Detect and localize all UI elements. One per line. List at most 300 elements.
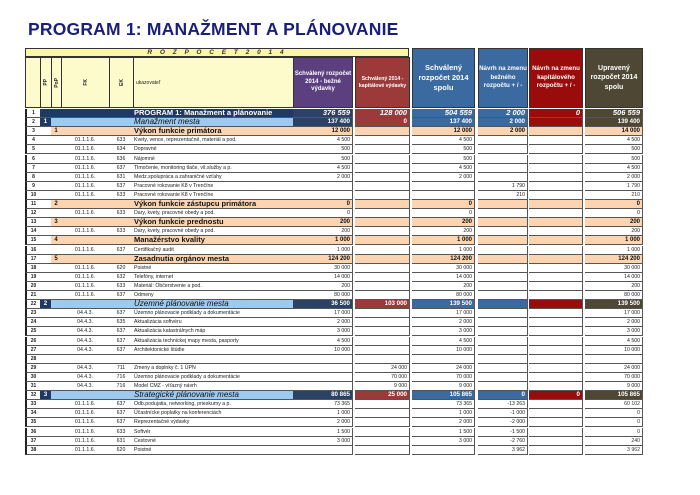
navrh-bezne-cell: -1 000 xyxy=(478,409,528,418)
ukazovatel-cell: Pracovné rokovanie K8 v Trenčíne xyxy=(133,182,294,191)
navrh-kapitalove-cell xyxy=(529,145,583,154)
upraveny-cell: 4 500 xyxy=(585,136,643,145)
table-row xyxy=(0,273,700,282)
navrh-bezne-cell xyxy=(478,164,528,173)
schvaleny-kapitalove-cell: 128 000 xyxy=(355,109,410,118)
navrh-bezne-cell xyxy=(478,309,528,318)
schvaleny-kapitalove-cell: 9 000 xyxy=(355,382,410,391)
ukazovatel-cell: Odb.podujatia, networking, prieskumy a p. xyxy=(133,400,294,409)
upraveny-cell: 105 865 xyxy=(585,391,643,400)
schvaleny-bezne-cell: 500 xyxy=(293,155,353,164)
schvaleny-spolu-cell: 3 000 xyxy=(412,437,475,446)
header-ukazovatel-label: ukazovateľ xyxy=(136,79,161,86)
navrh-kapitalove-cell xyxy=(529,446,583,455)
row-number: 28 xyxy=(25,355,41,364)
upraveny-cell: 14 000 xyxy=(585,273,643,282)
navrh-bezne-cell: 3 962 xyxy=(478,446,528,455)
ukazovatel-cell: Softvér xyxy=(133,428,294,437)
navrh-kapitalove-cell xyxy=(529,182,583,191)
ek-cell xyxy=(109,218,134,227)
row-number: 36 xyxy=(25,428,41,437)
schvaleny-bezne-cell: 3 000 xyxy=(293,327,353,336)
navrh-kapitalove-cell xyxy=(529,218,583,227)
schvaleny-bezne-cell: 200 xyxy=(293,227,353,236)
header-schvaleny-kapitalove-label: Schválený 2014 - kapitálové výdavky xyxy=(358,75,407,89)
ek-cell: 633 xyxy=(109,136,134,145)
schvaleny-kapitalove-cell: 25 000 xyxy=(355,391,410,400)
upraveny-cell xyxy=(585,355,643,364)
ek-cell: 633 xyxy=(109,227,134,236)
navrh-kapitalove-cell xyxy=(529,282,583,291)
navrh-bezne-cell xyxy=(478,246,528,255)
upraveny-cell: 4 500 xyxy=(585,164,643,173)
table-row xyxy=(0,227,700,236)
navrh-bezne-cell: -2 760 xyxy=(478,437,528,446)
fk-cell: 01.1.1.6. xyxy=(61,136,110,145)
fk-cell: 01.1.1.6. xyxy=(61,264,110,273)
ukazovatel-cell: Dopravné xyxy=(133,145,294,154)
navrh-bezne-cell: 2 000 xyxy=(478,109,528,118)
schvaleny-bezne-cell: 3 000 xyxy=(293,437,353,446)
schvaleny-spolu-cell: 30 000 xyxy=(412,264,475,273)
schvaleny-kapitalove-cell xyxy=(355,337,410,346)
ukazovatel-cell: PROGRAM 1: Manažment a plánovanie xyxy=(133,109,294,118)
table-row xyxy=(0,200,700,209)
schvaleny-bezne-cell xyxy=(293,446,353,455)
table-row xyxy=(0,264,700,273)
row-number: 8 xyxy=(25,173,41,182)
navrh-bezne-cell xyxy=(478,145,528,154)
header-fk xyxy=(61,57,110,108)
ek-cell: 637 xyxy=(109,327,134,336)
navrh-kapitalove-cell xyxy=(529,327,583,336)
schvaleny-bezne-cell: 500 xyxy=(293,145,353,154)
upraveny-cell: 139 400 xyxy=(585,118,643,127)
schvaleny-bezne-cell: 200 xyxy=(293,282,353,291)
upraveny-cell: 9 000 xyxy=(585,382,643,391)
fk-cell xyxy=(61,200,110,209)
header-navrh-bezne xyxy=(478,48,528,108)
ek-cell: 637 xyxy=(109,182,134,191)
table-row xyxy=(0,255,700,264)
ukazovatel-cell: Kvety, vence, reprezentačné, materiál a pod. xyxy=(133,136,294,145)
table-row xyxy=(0,127,700,136)
schvaleny-spolu-cell: 2 000 xyxy=(412,173,475,182)
row-number: 21 xyxy=(25,291,41,300)
navrh-bezne-cell xyxy=(478,346,528,355)
fk-cell: 04.4.3. xyxy=(61,364,110,373)
navrh-bezne-cell xyxy=(478,173,528,182)
navrh-kapitalove-cell xyxy=(529,346,583,355)
schvaleny-spolu-cell: 2 000 xyxy=(412,418,475,427)
schvaleny-bezne-cell xyxy=(293,191,353,200)
header-navrh-kapitalove xyxy=(529,48,583,108)
schvaleny-bezne-cell: 2 000 xyxy=(293,418,353,427)
row-number: 24 xyxy=(25,318,41,327)
schvaleny-bezne-cell: 1 500 xyxy=(293,428,353,437)
upraveny-cell: 200 xyxy=(585,227,643,236)
schvaleny-bezne-cell: 1 000 xyxy=(293,409,353,418)
row-number: 29 xyxy=(25,364,41,373)
schvaleny-kapitalove-cell xyxy=(355,218,410,227)
row-number: 18 xyxy=(25,264,41,273)
pop-cell: 2 xyxy=(51,200,62,209)
schvaleny-kapitalove-cell xyxy=(355,309,410,318)
table-row xyxy=(0,118,700,127)
pp-cell: 3 xyxy=(40,391,52,400)
schvaleny-bezne-cell: 73 365 xyxy=(293,400,353,409)
navrh-kapitalove-cell xyxy=(529,246,583,255)
schvaleny-spolu-cell: 0 xyxy=(412,200,475,209)
table-row xyxy=(0,391,700,400)
ek-cell xyxy=(109,109,134,118)
schvaleny-kapitalove-cell: 24 000 xyxy=(355,364,410,373)
ukazovatel-cell: Aktualizácia katastrálnych máp xyxy=(133,327,294,336)
fk-cell: 04.4.3. xyxy=(61,309,110,318)
schvaleny-kapitalove-cell xyxy=(355,355,410,364)
schvaleny-bezne-cell: 10 000 xyxy=(293,346,353,355)
header-pp-label: PP xyxy=(43,79,49,86)
upraveny-cell: 124 200 xyxy=(585,255,643,264)
header-row-number xyxy=(25,57,41,108)
fk-cell: 04.4.3. xyxy=(61,373,110,382)
navrh-kapitalove-cell xyxy=(529,355,583,364)
schvaleny-bezne-cell: 4 500 xyxy=(293,164,353,173)
fk-cell: 01.1.1.6. xyxy=(61,400,110,409)
ek-cell: 634 xyxy=(109,145,134,154)
ek-cell: 637 xyxy=(109,337,134,346)
schvaleny-kapitalove-cell xyxy=(355,191,410,200)
schvaleny-kapitalove-cell xyxy=(355,246,410,255)
ek-cell xyxy=(109,255,134,264)
schvaleny-spolu-cell xyxy=(412,182,475,191)
schvaleny-kapitalove-cell xyxy=(355,209,410,218)
navrh-bezne-cell: -13 263 xyxy=(478,400,528,409)
schvaleny-spolu-cell: 24 000 xyxy=(412,364,475,373)
schvaleny-bezne-cell: 80 000 xyxy=(293,291,353,300)
ek-cell: 632 xyxy=(109,273,134,282)
header-navrh-bezne-label: Návrh na zmenu bežného rozpočtu + / - xyxy=(479,65,527,90)
header-ek-label: EK xyxy=(118,79,125,86)
ek-cell: 633 xyxy=(109,428,134,437)
ukazovatel-cell: Materiál: Občerstvenie a pod. xyxy=(133,282,294,291)
table-row xyxy=(0,409,700,418)
row-number: 22 xyxy=(25,300,41,309)
navrh-kapitalove-cell: 0 xyxy=(529,109,583,118)
header-fk-label: FK xyxy=(82,79,89,86)
fk-cell: 01.1.1.6. xyxy=(61,428,110,437)
upraveny-cell: 0 xyxy=(585,409,643,418)
row-number: 34 xyxy=(25,409,41,418)
fk-cell: 01.1.1.6. xyxy=(61,446,110,455)
upraveny-cell: 80 000 xyxy=(585,291,643,300)
schvaleny-kapitalove-cell xyxy=(355,182,410,191)
row-number: 33 xyxy=(25,400,41,409)
row-number: 2 xyxy=(25,118,41,127)
header-schvaleny-bezne xyxy=(293,57,353,108)
navrh-bezne-cell xyxy=(478,300,528,309)
schvaleny-kapitalove-cell xyxy=(355,127,410,136)
fk-cell: 01.1.1.6. xyxy=(61,164,110,173)
ukazovatel-cell: Odmeny xyxy=(133,291,294,300)
schvaleny-bezne-cell: 124 200 xyxy=(293,255,353,264)
schvaleny-kapitalove-cell xyxy=(355,418,410,427)
row-number: 1 xyxy=(25,109,41,118)
navrh-kapitalove-cell xyxy=(529,318,583,327)
schvaleny-kapitalove-cell: 0 xyxy=(355,118,410,127)
upraveny-cell: 500 xyxy=(585,155,643,164)
schvaleny-bezne-cell: 30 000 xyxy=(293,264,353,273)
navrh-bezne-cell: 210 xyxy=(478,191,528,200)
navrh-kapitalove-cell xyxy=(529,264,583,273)
table-row xyxy=(0,173,700,182)
upraveny-cell: 506 559 xyxy=(585,109,643,118)
ek-cell xyxy=(109,300,134,309)
upraveny-cell: 1 000 xyxy=(585,236,643,245)
navrh-bezne-cell xyxy=(478,291,528,300)
schvaleny-bezne-cell: 376 559 xyxy=(293,109,353,118)
schvaleny-kapitalove-cell xyxy=(355,155,410,164)
schvaleny-kapitalove-cell xyxy=(355,255,410,264)
navrh-bezne-cell xyxy=(478,200,528,209)
upraveny-cell: 60 102 xyxy=(585,400,643,409)
upraveny-cell: 2 000 xyxy=(585,318,643,327)
ek-cell: 633 xyxy=(109,282,134,291)
ek-cell: 637 xyxy=(109,309,134,318)
schvaleny-kapitalove-cell xyxy=(355,400,410,409)
schvaleny-spolu-cell: 10 000 xyxy=(412,346,475,355)
row-number: 6 xyxy=(25,155,41,164)
ek-cell: 620 xyxy=(109,446,134,455)
table-row xyxy=(0,318,700,327)
upraveny-cell: 30 000 xyxy=(585,264,643,273)
upraveny-cell: 200 xyxy=(585,282,643,291)
table-row xyxy=(0,300,700,309)
row-number: 23 xyxy=(25,309,41,318)
navrh-kapitalove-cell xyxy=(529,309,583,318)
schvaleny-bezne-cell xyxy=(293,355,353,364)
navrh-kapitalove-cell xyxy=(529,337,583,346)
fk-cell: 04.4.3. xyxy=(61,346,110,355)
row-number: 11 xyxy=(25,200,41,209)
schvaleny-bezne-cell: 12 000 xyxy=(293,127,353,136)
table-row xyxy=(0,373,700,382)
fk-cell: 01.1.1.6. xyxy=(61,282,110,291)
row-number: 7 xyxy=(25,164,41,173)
row-number: 9 xyxy=(25,182,41,191)
schvaleny-spolu-cell: 14 000 xyxy=(412,273,475,282)
pop-cell: 1 xyxy=(51,127,62,136)
ukazovatel-cell: Reprezentačné výdavky xyxy=(133,418,294,427)
table-row xyxy=(0,282,700,291)
row-number: 30 xyxy=(25,373,41,382)
schvaleny-spolu-cell: 4 500 xyxy=(412,164,475,173)
schvaleny-kapitalove-cell xyxy=(355,145,410,154)
row-number: 13 xyxy=(25,218,41,227)
navrh-bezne-cell xyxy=(478,255,528,264)
schvaleny-spolu-cell: 500 xyxy=(412,145,475,154)
schvaleny-bezne-cell: 80 865 xyxy=(293,391,353,400)
schvaleny-bezne-cell: 1 000 xyxy=(293,246,353,255)
navrh-kapitalove-cell xyxy=(529,300,583,309)
schvaleny-spolu-cell: 73 365 xyxy=(412,400,475,409)
fk-cell: 01.1.1.6. xyxy=(61,155,110,164)
schvaleny-kapitalove-cell xyxy=(355,273,410,282)
navrh-kapitalove-cell: 0 xyxy=(529,391,583,400)
table-row xyxy=(0,446,700,455)
ek-cell xyxy=(109,391,134,400)
ek-cell: 637 xyxy=(109,346,134,355)
schvaleny-spolu-cell: 1 000 xyxy=(412,409,475,418)
schvaleny-bezne-cell: 2 000 xyxy=(293,173,353,182)
navrh-bezne-cell xyxy=(478,264,528,273)
navrh-kapitalove-cell xyxy=(529,118,583,127)
ek-cell: 637 xyxy=(109,409,134,418)
navrh-kapitalove-cell xyxy=(529,191,583,200)
upraveny-cell: 70 000 xyxy=(585,373,643,382)
schvaleny-bezne-cell: 0 xyxy=(293,200,353,209)
schvaleny-kapitalove-cell xyxy=(355,264,410,273)
schvaleny-bezne-cell xyxy=(293,382,353,391)
navrh-bezne-cell xyxy=(478,382,528,391)
ukazovatel-cell: Dary, kvety, pracovné obedy a pod. xyxy=(133,209,294,218)
fk-cell xyxy=(61,218,110,227)
upraveny-cell: 0 xyxy=(585,428,643,437)
pp-cell: 2 xyxy=(40,300,52,309)
table-row xyxy=(0,428,700,437)
row-number: 14 xyxy=(25,227,41,236)
fk-cell: 01.1.1.6. xyxy=(61,437,110,446)
navrh-bezne-cell: -1 500 xyxy=(478,428,528,437)
fk-cell: 01.1.1.6. xyxy=(61,418,110,427)
schvaleny-kapitalove-cell xyxy=(355,173,410,182)
schvaleny-kapitalove-cell xyxy=(355,291,410,300)
schvaleny-spolu-cell: 80 000 xyxy=(412,291,475,300)
row-number: 25 xyxy=(25,327,41,336)
row-number: 35 xyxy=(25,418,41,427)
ukazovatel-cell: Aktualizácia softvéru xyxy=(133,318,294,327)
schvaleny-kapitalove-cell: 103 000 xyxy=(355,300,410,309)
ek-cell xyxy=(109,200,134,209)
upraveny-cell: 210 xyxy=(585,191,643,200)
ukazovatel-cell: Manažérstvo kvality xyxy=(133,236,294,245)
table-row xyxy=(0,309,700,318)
ukazovatel-cell: Model CMZ - víťazný návrh xyxy=(133,382,294,391)
fk-cell xyxy=(61,300,110,309)
ukazovatel-cell xyxy=(133,355,294,364)
schvaleny-spolu-cell: 200 xyxy=(412,282,475,291)
schvaleny-spolu-cell: 9 000 xyxy=(412,382,475,391)
table-row xyxy=(0,364,700,373)
fk-cell xyxy=(61,109,110,118)
schvaleny-kapitalove-cell xyxy=(355,409,410,418)
navrh-kapitalove-cell xyxy=(529,255,583,264)
fk-cell xyxy=(61,236,110,245)
schvaleny-spolu-cell: 504 559 xyxy=(412,109,475,118)
navrh-kapitalove-cell xyxy=(529,173,583,182)
schvaleny-kapitalove-cell xyxy=(355,136,410,145)
schvaleny-spolu-cell xyxy=(412,191,475,200)
upraveny-cell: 3 000 xyxy=(585,327,643,336)
navrh-kapitalove-cell xyxy=(529,400,583,409)
upraveny-cell: 1 000 xyxy=(585,246,643,255)
navrh-bezne-cell xyxy=(478,136,528,145)
fk-cell: 01.1.1.6. xyxy=(61,227,110,236)
table-row xyxy=(0,209,700,218)
row-number: 16 xyxy=(25,246,41,255)
schvaleny-kapitalove-cell xyxy=(355,327,410,336)
row-number: 26 xyxy=(25,337,41,346)
upraveny-cell: 500 xyxy=(585,145,643,154)
navrh-kapitalove-cell xyxy=(529,227,583,236)
fk-cell xyxy=(61,127,110,136)
header-pop-label: PoP xyxy=(53,77,60,88)
ek-cell xyxy=(109,118,134,127)
schvaleny-kapitalove-cell xyxy=(355,164,410,173)
schvaleny-spolu-cell: 2 000 xyxy=(412,318,475,327)
schvaleny-spolu-cell: 70 000 xyxy=(412,373,475,382)
ukazovatel-cell: Výkon funkcie zástupcu primátora xyxy=(133,200,294,209)
row-number: 32 xyxy=(25,391,41,400)
ukazovatel-cell: Dary, kvety, pracovné obedy a pod. xyxy=(133,227,294,236)
navrh-kapitalove-cell xyxy=(529,291,583,300)
table-row xyxy=(0,382,700,391)
ek-cell: 637 xyxy=(109,418,134,427)
pp-cell: 1 xyxy=(40,118,52,127)
table-row xyxy=(0,246,700,255)
row-number: 17 xyxy=(25,255,41,264)
upraveny-cell: 0 xyxy=(585,209,643,218)
fk-cell: 01.1.1.6. xyxy=(61,273,110,282)
table-row xyxy=(0,346,700,355)
row-number: 31 xyxy=(25,382,41,391)
navrh-kapitalove-cell xyxy=(529,437,583,446)
schvaleny-kapitalove-cell xyxy=(355,446,410,455)
upraveny-cell: 17 000 xyxy=(585,309,643,318)
navrh-kapitalove-cell xyxy=(529,136,583,145)
ukazovatel-cell: Tlmočenie, monitoring tlače, vš.služby a p. xyxy=(133,164,294,173)
navrh-bezne-cell: 2 000 xyxy=(478,127,528,136)
upraveny-cell: 200 xyxy=(585,218,643,227)
fk-cell xyxy=(61,355,110,364)
upraveny-cell: 3 962 xyxy=(585,446,643,455)
row-number: 5 xyxy=(25,145,41,154)
navrh-bezne-cell xyxy=(478,355,528,364)
navrh-kapitalove-cell xyxy=(529,428,583,437)
navrh-kapitalove-cell xyxy=(529,155,583,164)
header-schvaleny-spolu-label: Schválený rozpočet 2014 spolu xyxy=(418,63,469,92)
row-number: 4 xyxy=(25,136,41,145)
schvaleny-spolu-cell: 1 000 xyxy=(412,236,475,245)
schvaleny-bezne-cell xyxy=(293,182,353,191)
fk-cell xyxy=(61,118,110,127)
navrh-kapitalove-cell xyxy=(529,236,583,245)
upraveny-cell: 2 000 xyxy=(585,173,643,182)
budget-band-label: R O Z P O Č E T 2 0 1 4 xyxy=(25,48,409,57)
schvaleny-kapitalove-cell xyxy=(355,200,410,209)
ukazovatel-cell: Strategické plánovanie mesta xyxy=(133,391,294,400)
schvaleny-spolu-cell: 4 500 xyxy=(412,337,475,346)
header-schvaleny-bezne-label: Schválený rozpočet 2014 - bežné výdavky xyxy=(294,71,352,93)
navrh-kapitalove-cell xyxy=(529,127,583,136)
upraveny-cell: 14 000 xyxy=(585,127,643,136)
navrh-kapitalove-cell xyxy=(529,382,583,391)
schvaleny-spolu-cell: 3 000 xyxy=(412,327,475,336)
schvaleny-bezne-cell: 137 400 xyxy=(293,118,353,127)
ukazovatel-cell: Územno plánovacie podklady a dokumentácie xyxy=(133,309,294,318)
ek-cell: 716 xyxy=(109,382,134,391)
table-row xyxy=(0,418,700,427)
